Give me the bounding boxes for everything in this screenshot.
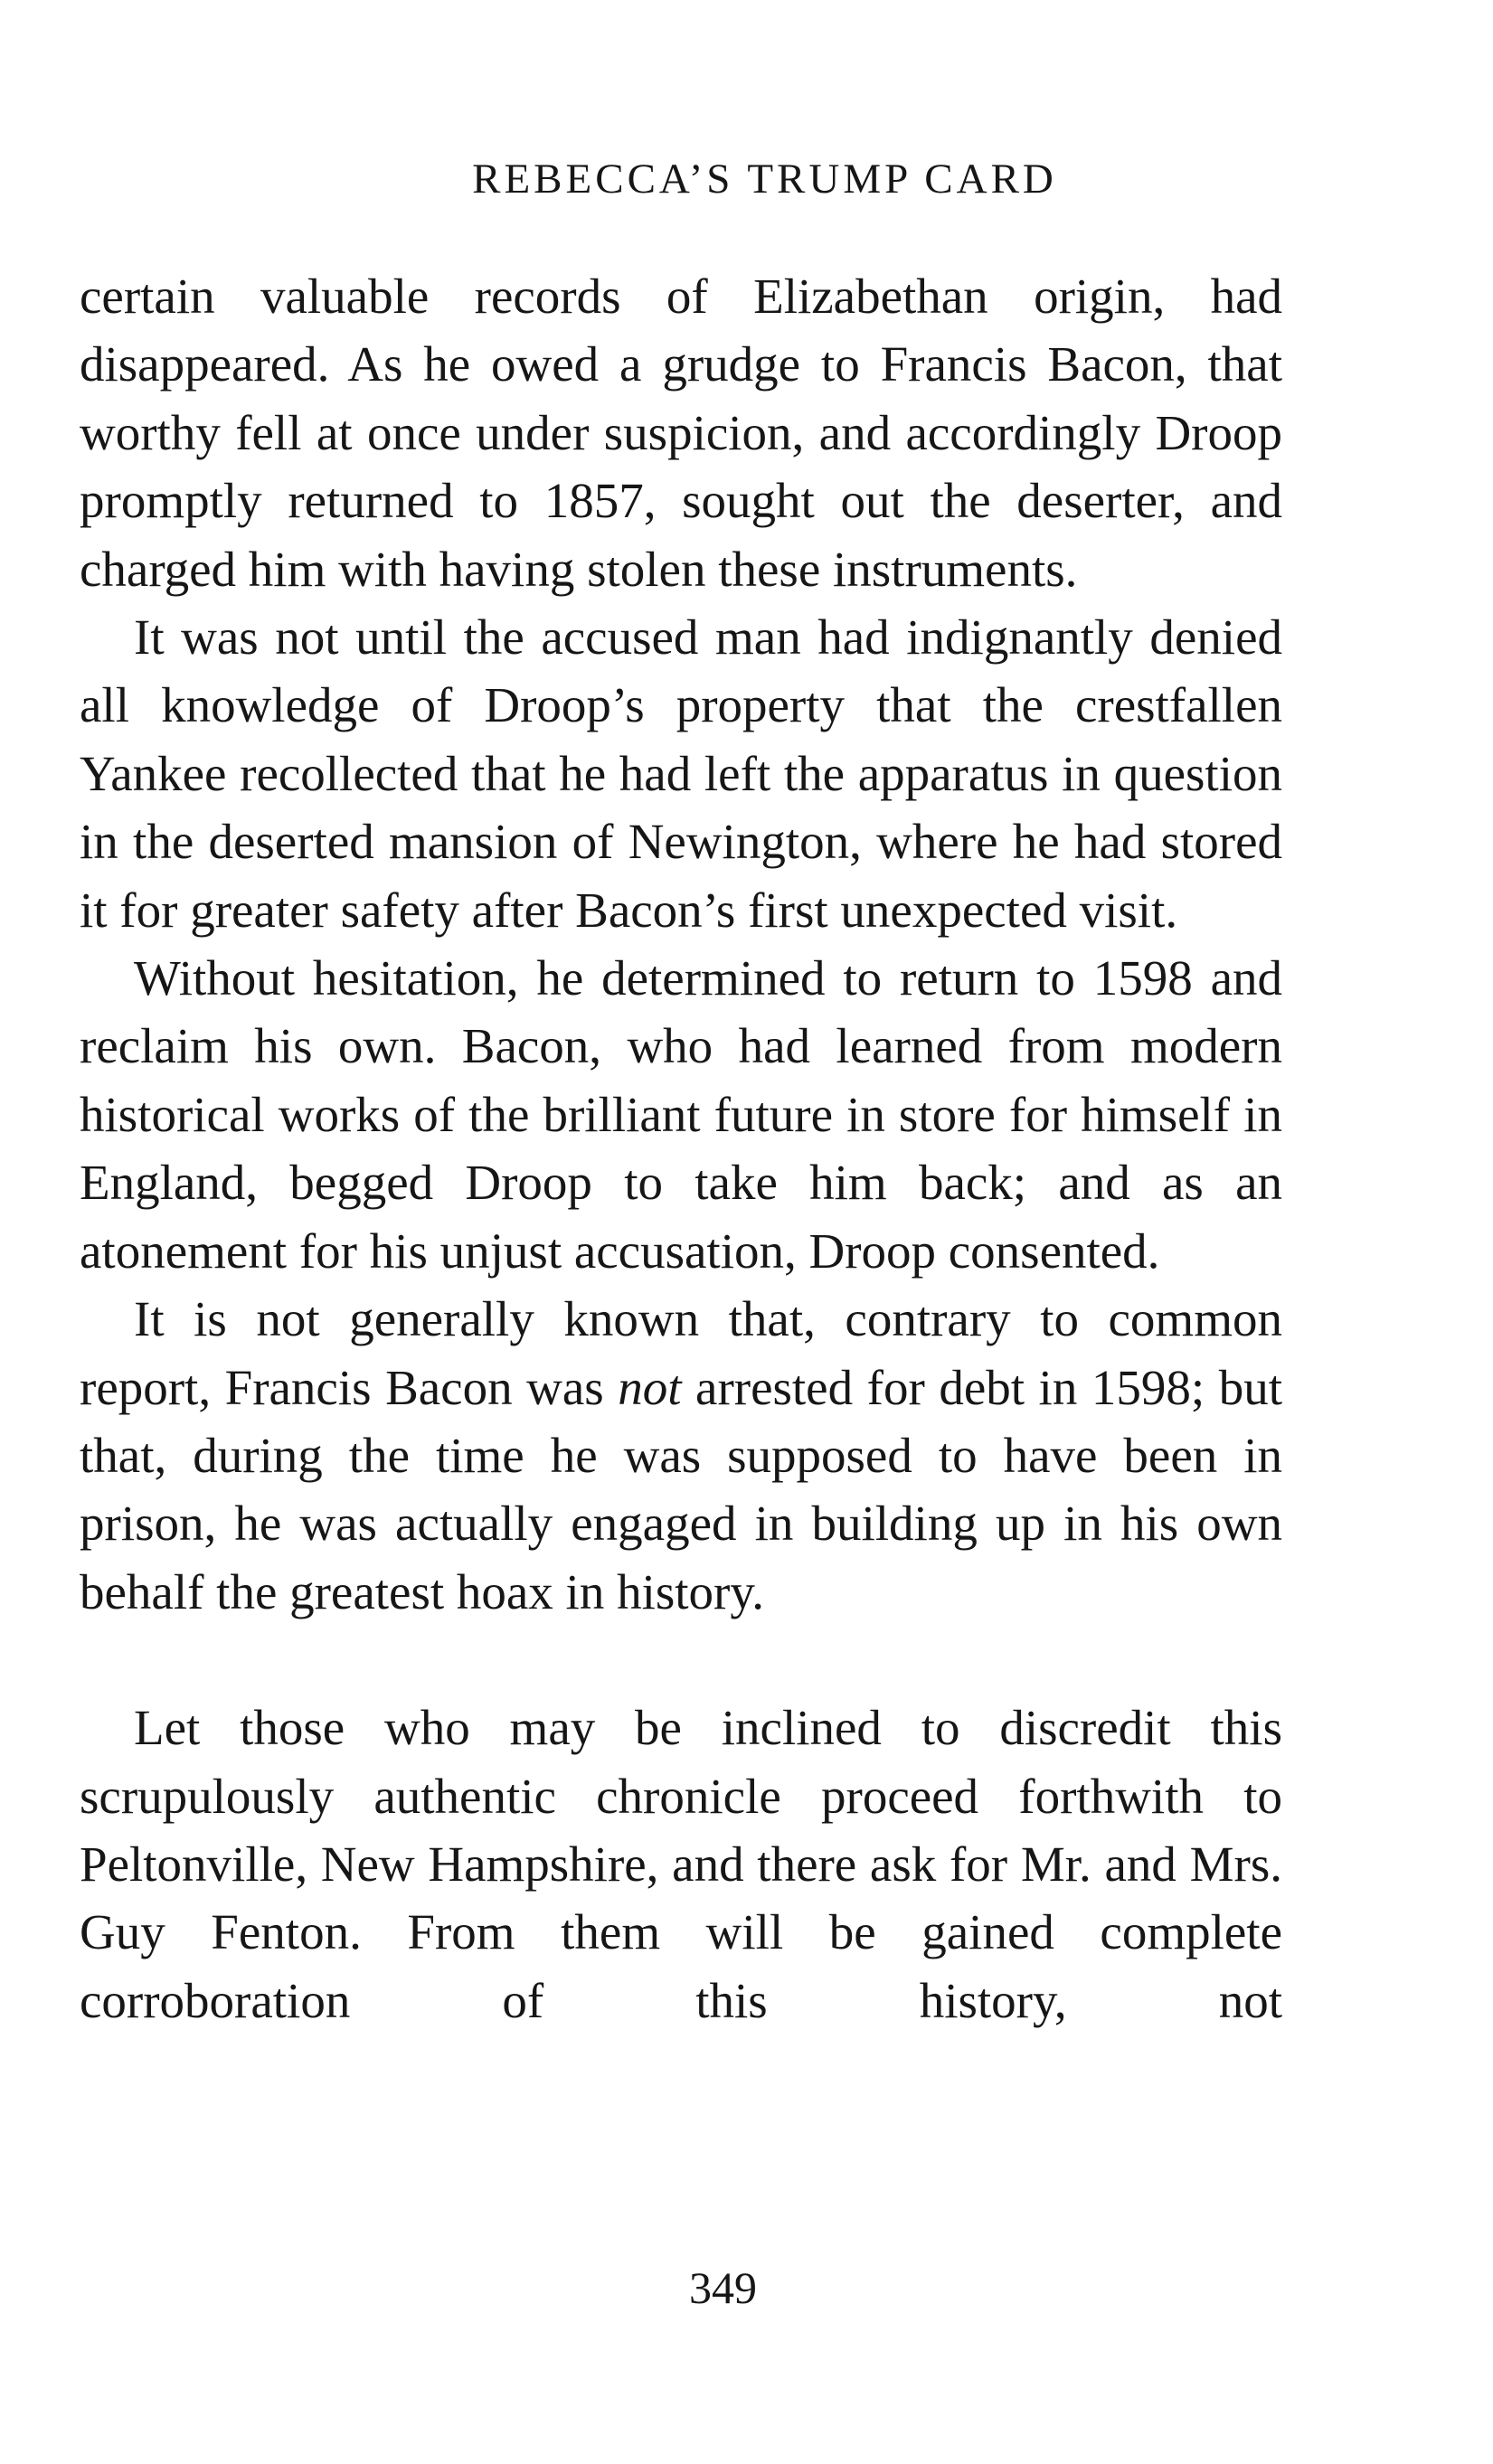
paragraph-accused-man: It was not until the accused man had indignantly denied all knowledge of Droop’s property that the crestfallen Yankee recollected that he had left the apparatus in question in the deserted mansion of Newington, where he had stored it for greater safety after Bacon’s first unexpected visit. — [80, 609, 1282, 938]
paragraph-text-end: arrested for debt in 1598; but that, during the time he was supposed to have been in prison, he was actually engaged in building up in his own behalf the greatest hoax in history. — [80, 1359, 1282, 1619]
body-text — [80, 262, 1282, 2034]
paragraph-without-hesitation: Without hesitation, he determined to return to 1598 and reclaim his own. Bacon, who had learned from modern historical works of the brilliant future in store for himself in England, begged Droop to take him back; and as an atonement for his unjust accusation, Droop consented. — [80, 950, 1282, 1279]
paragraph-not-generally-known — [80, 1285, 1282, 1626]
paragraph-text-start: It is not generally known that, contrary to common report, Francis Bacon was — [80, 1291, 1282, 1415]
italic-emphasis: not — [618, 1359, 682, 1415]
running-head: REBECCA’S TRUMP CARD — [472, 156, 1057, 203]
paragraph-let-those: Let those who may be inclined to discredit this scrupulously authentic chronicle proceed forthwith to Peltonville, New Hampshire, and there ask for Mr. and Mrs. Guy Fenton. From them will be gained complete corroboration of this history, not — [80, 1700, 1282, 2028]
page-number: 349 — [689, 2262, 757, 2313]
paragraph-continuation: certain valuable records of Elizabethan origin, had disappeared. As he owed a grudge to Francis Bacon, that worthy fell at once under suspicion, and accordingly Droop promptly returned to 1857, sought out the deserter, and charged him with having stolen these instruments. — [80, 269, 1282, 597]
